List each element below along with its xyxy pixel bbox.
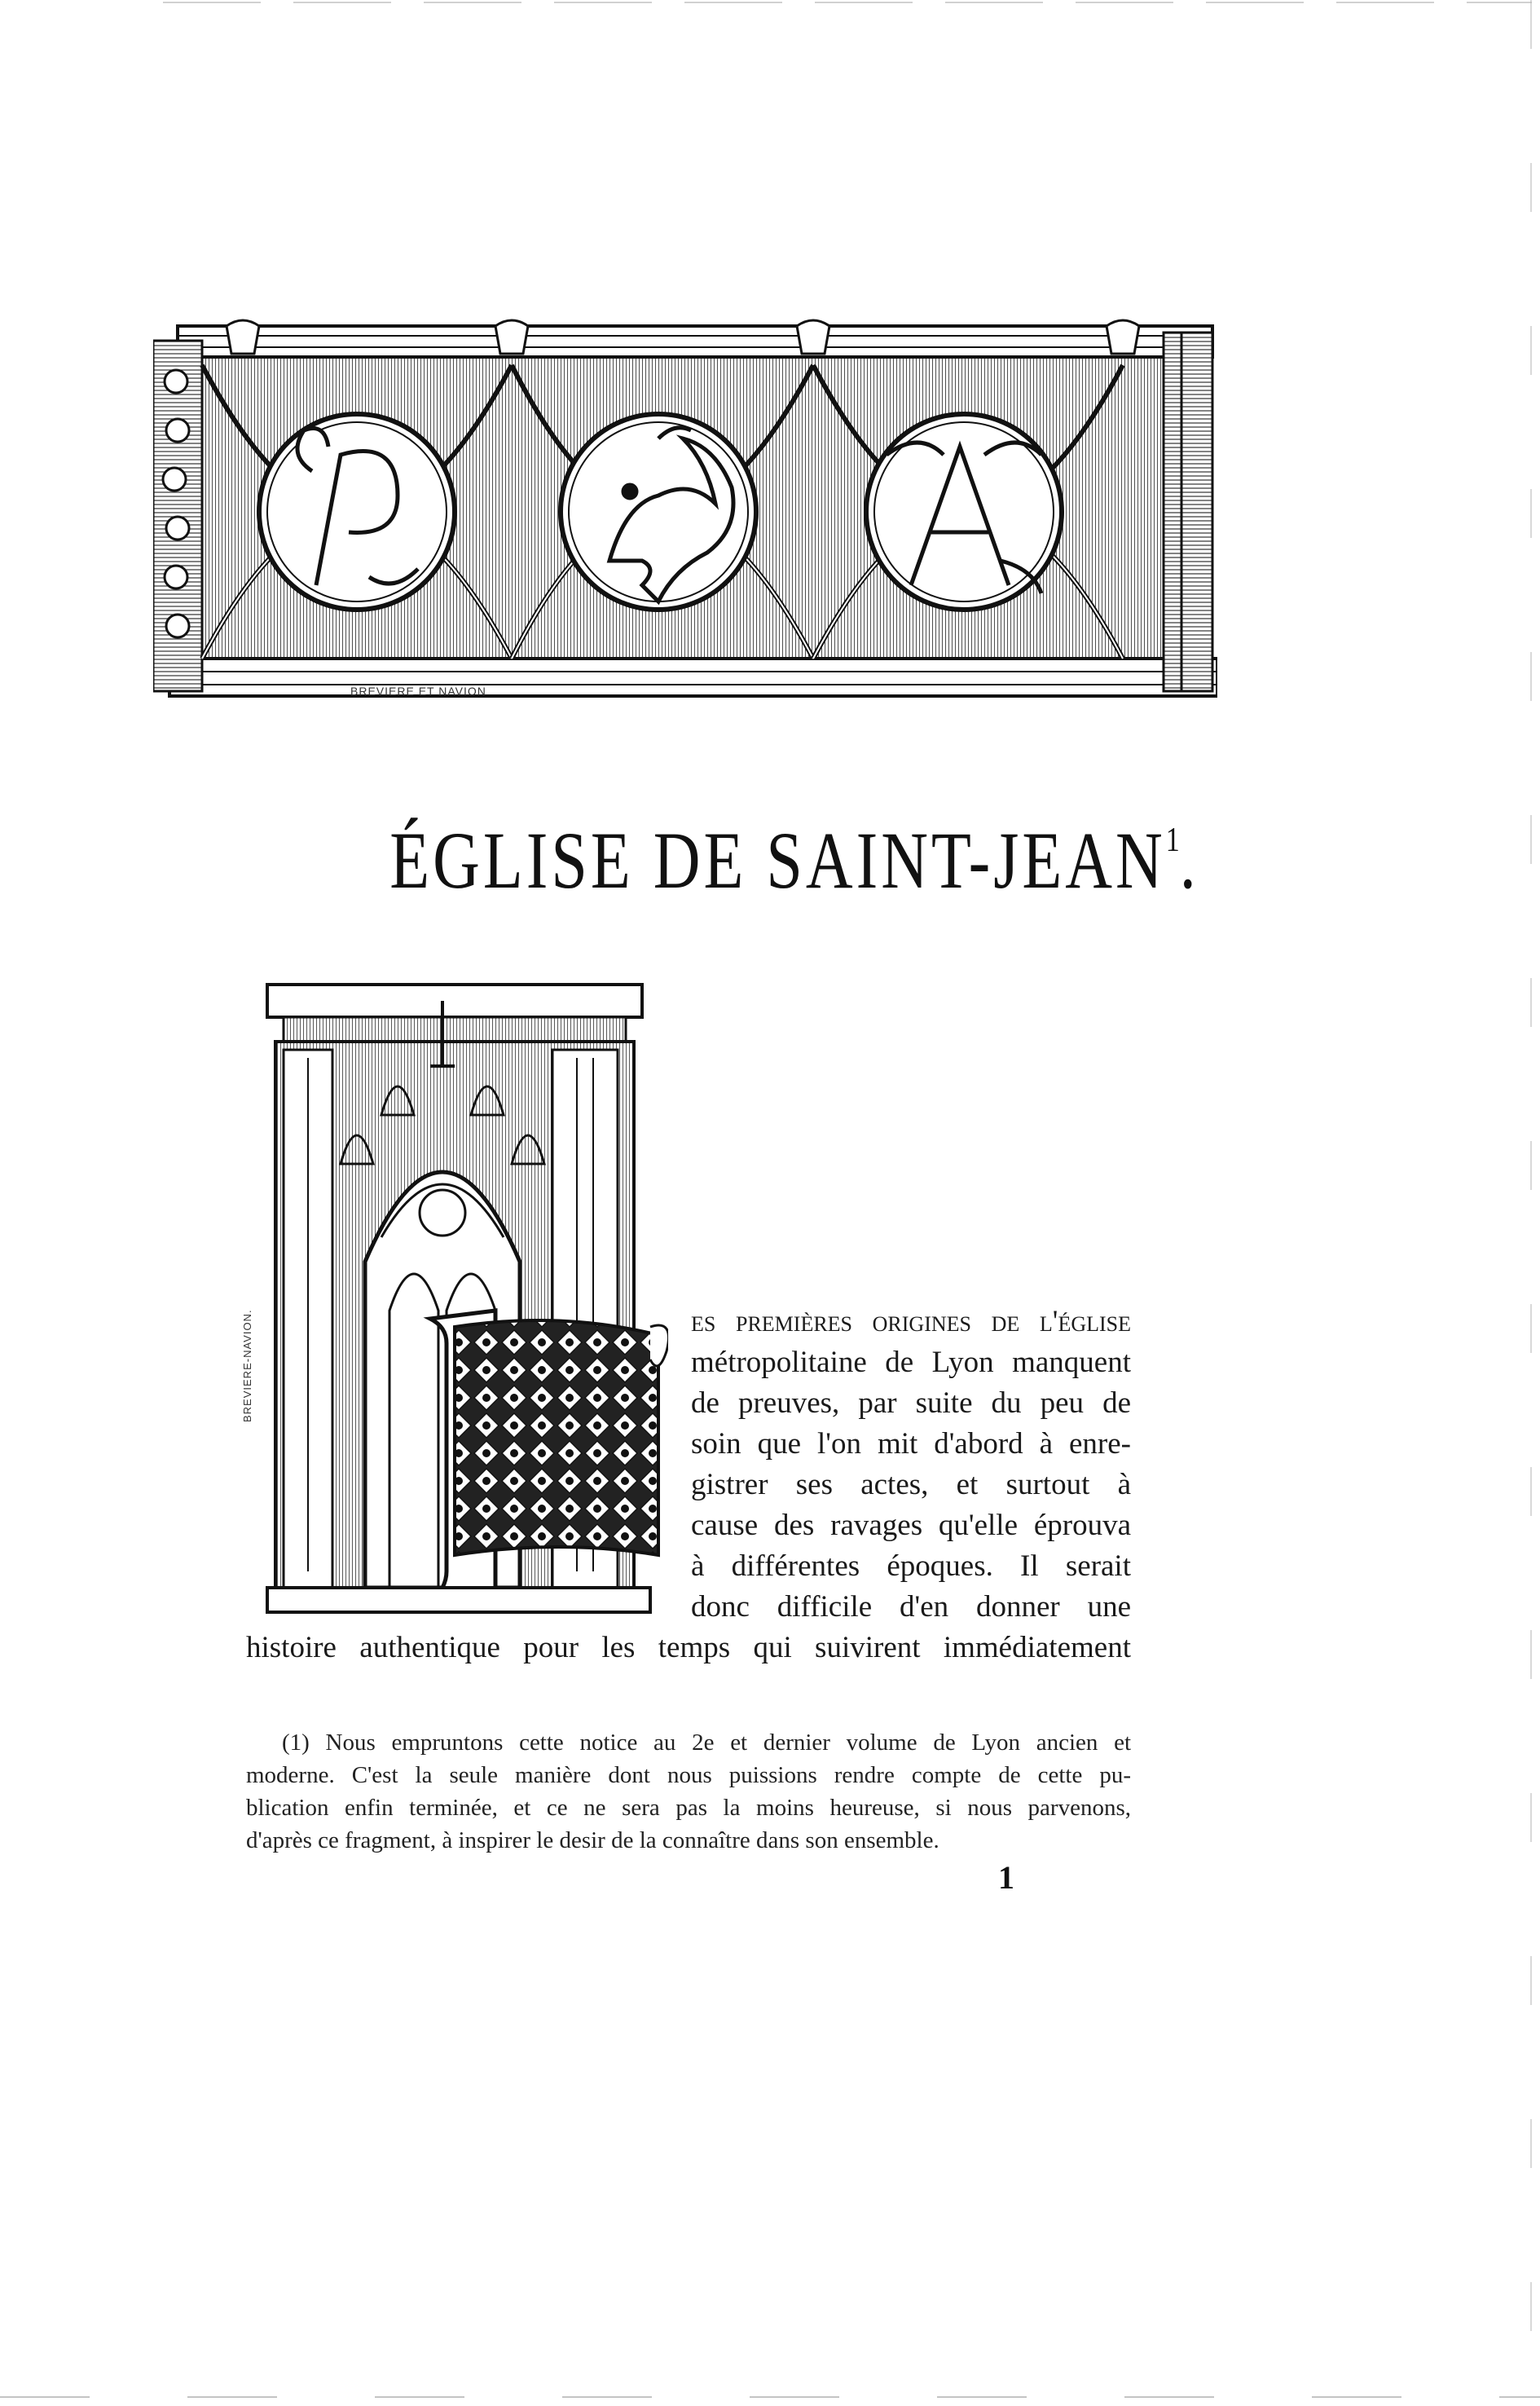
body-line-1 (691, 1304, 1131, 1339)
footnote-line-2: moderne. C'est la seule manière dont nous puissions rendre compte de cette pu- (246, 1762, 1131, 1788)
title-text: ÉGLISE DE SAINT-JEAN (389, 816, 1166, 906)
footnote-line-1: (1) Nous empruntons cette notice au 2e et dernier volume de Lyon ancien et (282, 1730, 1131, 1756)
body-line-1-text: es premières origines de l'église (691, 1305, 1131, 1338)
body-line-3: de preuves, par suite du peu de (691, 1386, 1131, 1420)
drop-cap-engraver-credit: BREVIERE-NAVION. (241, 1309, 253, 1422)
footnote-line-4: d'après ce fragment, à inspirer le desir de la connaître dans son ensemble. (246, 1827, 939, 1853)
page-number: 1 (998, 1859, 1014, 1896)
scan-edge-top (163, 2, 1532, 3)
title-note-marker: 1 (1165, 821, 1180, 859)
body-line-4: soin que l'on mit d'abord à enre- (691, 1427, 1131, 1461)
body-line-9: histoire authentique pour les temps qui suivirent immédiatement (246, 1631, 1131, 1664)
body-line-6: cause des ravages qu'elle éprouva (691, 1509, 1131, 1542)
scan-edge-right (1530, 0, 1532, 2406)
body-line-8: donc difficile d'en donner une (691, 1590, 1131, 1624)
drop-cap-l-illustration (251, 968, 668, 1620)
footnote-line-3: blication enfin terminée, et ce ne sera pas la moins heureuse, si nous parvenons, (246, 1795, 1131, 1821)
title-end-punct: . (1179, 816, 1199, 906)
body-line-2: métropolitaine de Lyon manquent (691, 1346, 1131, 1379)
chapter-title (0, 815, 1540, 908)
body-line-7: à différentes époques. Il serait (691, 1549, 1131, 1583)
scan-edge-bottom (0, 2396, 1540, 2398)
headpiece-engraver-credit: BREVIERE ET NAVION (350, 685, 486, 698)
gothic-headpiece-engraving (153, 316, 1217, 717)
body-line-5: gistrer ses actes, et surtout à (691, 1468, 1131, 1501)
